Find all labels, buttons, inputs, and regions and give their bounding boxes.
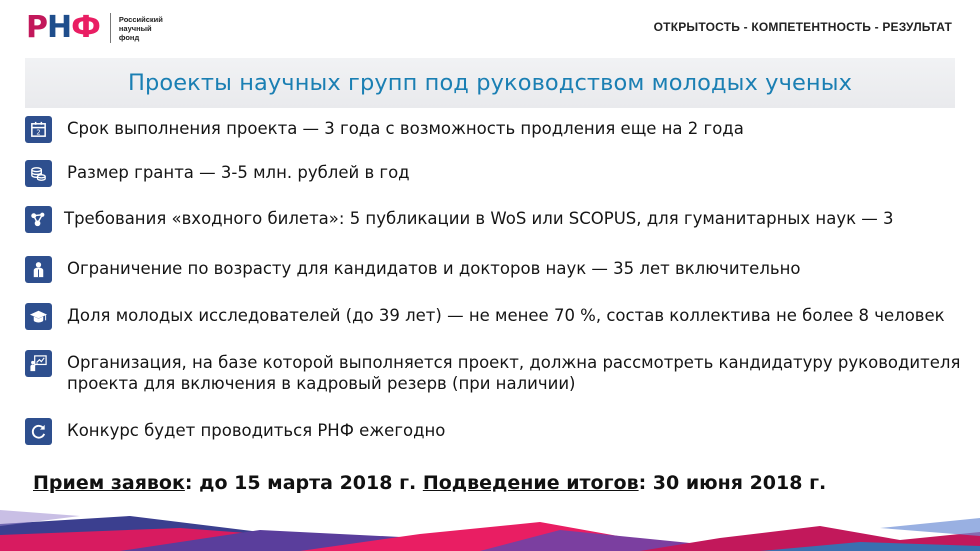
- item-text: Конкурс будет проводиться РНФ ежегодно: [67, 421, 446, 440]
- list-item: [25, 206, 894, 233]
- graduation-cap-icon: [25, 303, 52, 330]
- list-item: [25, 350, 980, 394]
- network-icon: [25, 206, 52, 233]
- item-text: Размер гранта — 3-5 млн. рублей в год: [67, 163, 410, 182]
- rnf-logo[interactable]: [26, 12, 163, 44]
- presentation-icon: [25, 350, 52, 377]
- list-item: [25, 116, 744, 143]
- item-text: Срок выполнения проекта — 3 года с возможность продления еще на 2 года: [67, 119, 744, 138]
- calendar-icon: [25, 116, 52, 143]
- item-text: Требования «входного билета»: 5 публикации в WoS или SCOPUS, для гуманитарных наук — 3: [64, 209, 894, 228]
- results-value: : 30 июня 2018 г.: [638, 472, 827, 494]
- item-text: Организация, на базе которой выполняется проект, должна рассмотреть кандидатуру руководителя проекта для включения в кадровый резерв (при наличии): [67, 353, 961, 393]
- list-item: [25, 160, 410, 187]
- deadline-value: : до 15 марта 2018 г.: [184, 472, 423, 494]
- item-text: Доля молодых исследователей (до 39 лет) — не менее 70 %, состав коллектива не более 8 человек: [67, 306, 945, 325]
- deadline-line: [33, 472, 826, 494]
- svg-text:2: 2: [36, 128, 41, 137]
- slogan: ОТКРЫТОСТЬ - КОМПЕТЕНТНОСТЬ - РЕЗУЛЬТАТ: [653, 20, 952, 34]
- coins-icon: [25, 160, 52, 187]
- logo-mark: РНФ: [26, 10, 100, 45]
- slide-title: Проекты научных групп под руководством молодых ученых: [127, 70, 853, 96]
- list-item: [25, 256, 801, 283]
- item-text: Ограничение по возрасту для кандидатов и докторов наук — 35 лет включительно: [67, 259, 801, 278]
- results-label: Подведение итогов: [422, 472, 639, 494]
- list-item: [25, 303, 945, 330]
- logo-text: Российский научный фонд: [118, 14, 163, 42]
- header: [0, 0, 980, 54]
- deadline-label: Прием заявок: [33, 472, 185, 494]
- logo-divider: [110, 13, 111, 43]
- person-icon: [25, 256, 52, 283]
- list-item: [25, 418, 445, 445]
- title-band: [25, 58, 955, 108]
- decorative-ribbon: [0, 510, 980, 551]
- refresh-icon: [25, 418, 52, 445]
